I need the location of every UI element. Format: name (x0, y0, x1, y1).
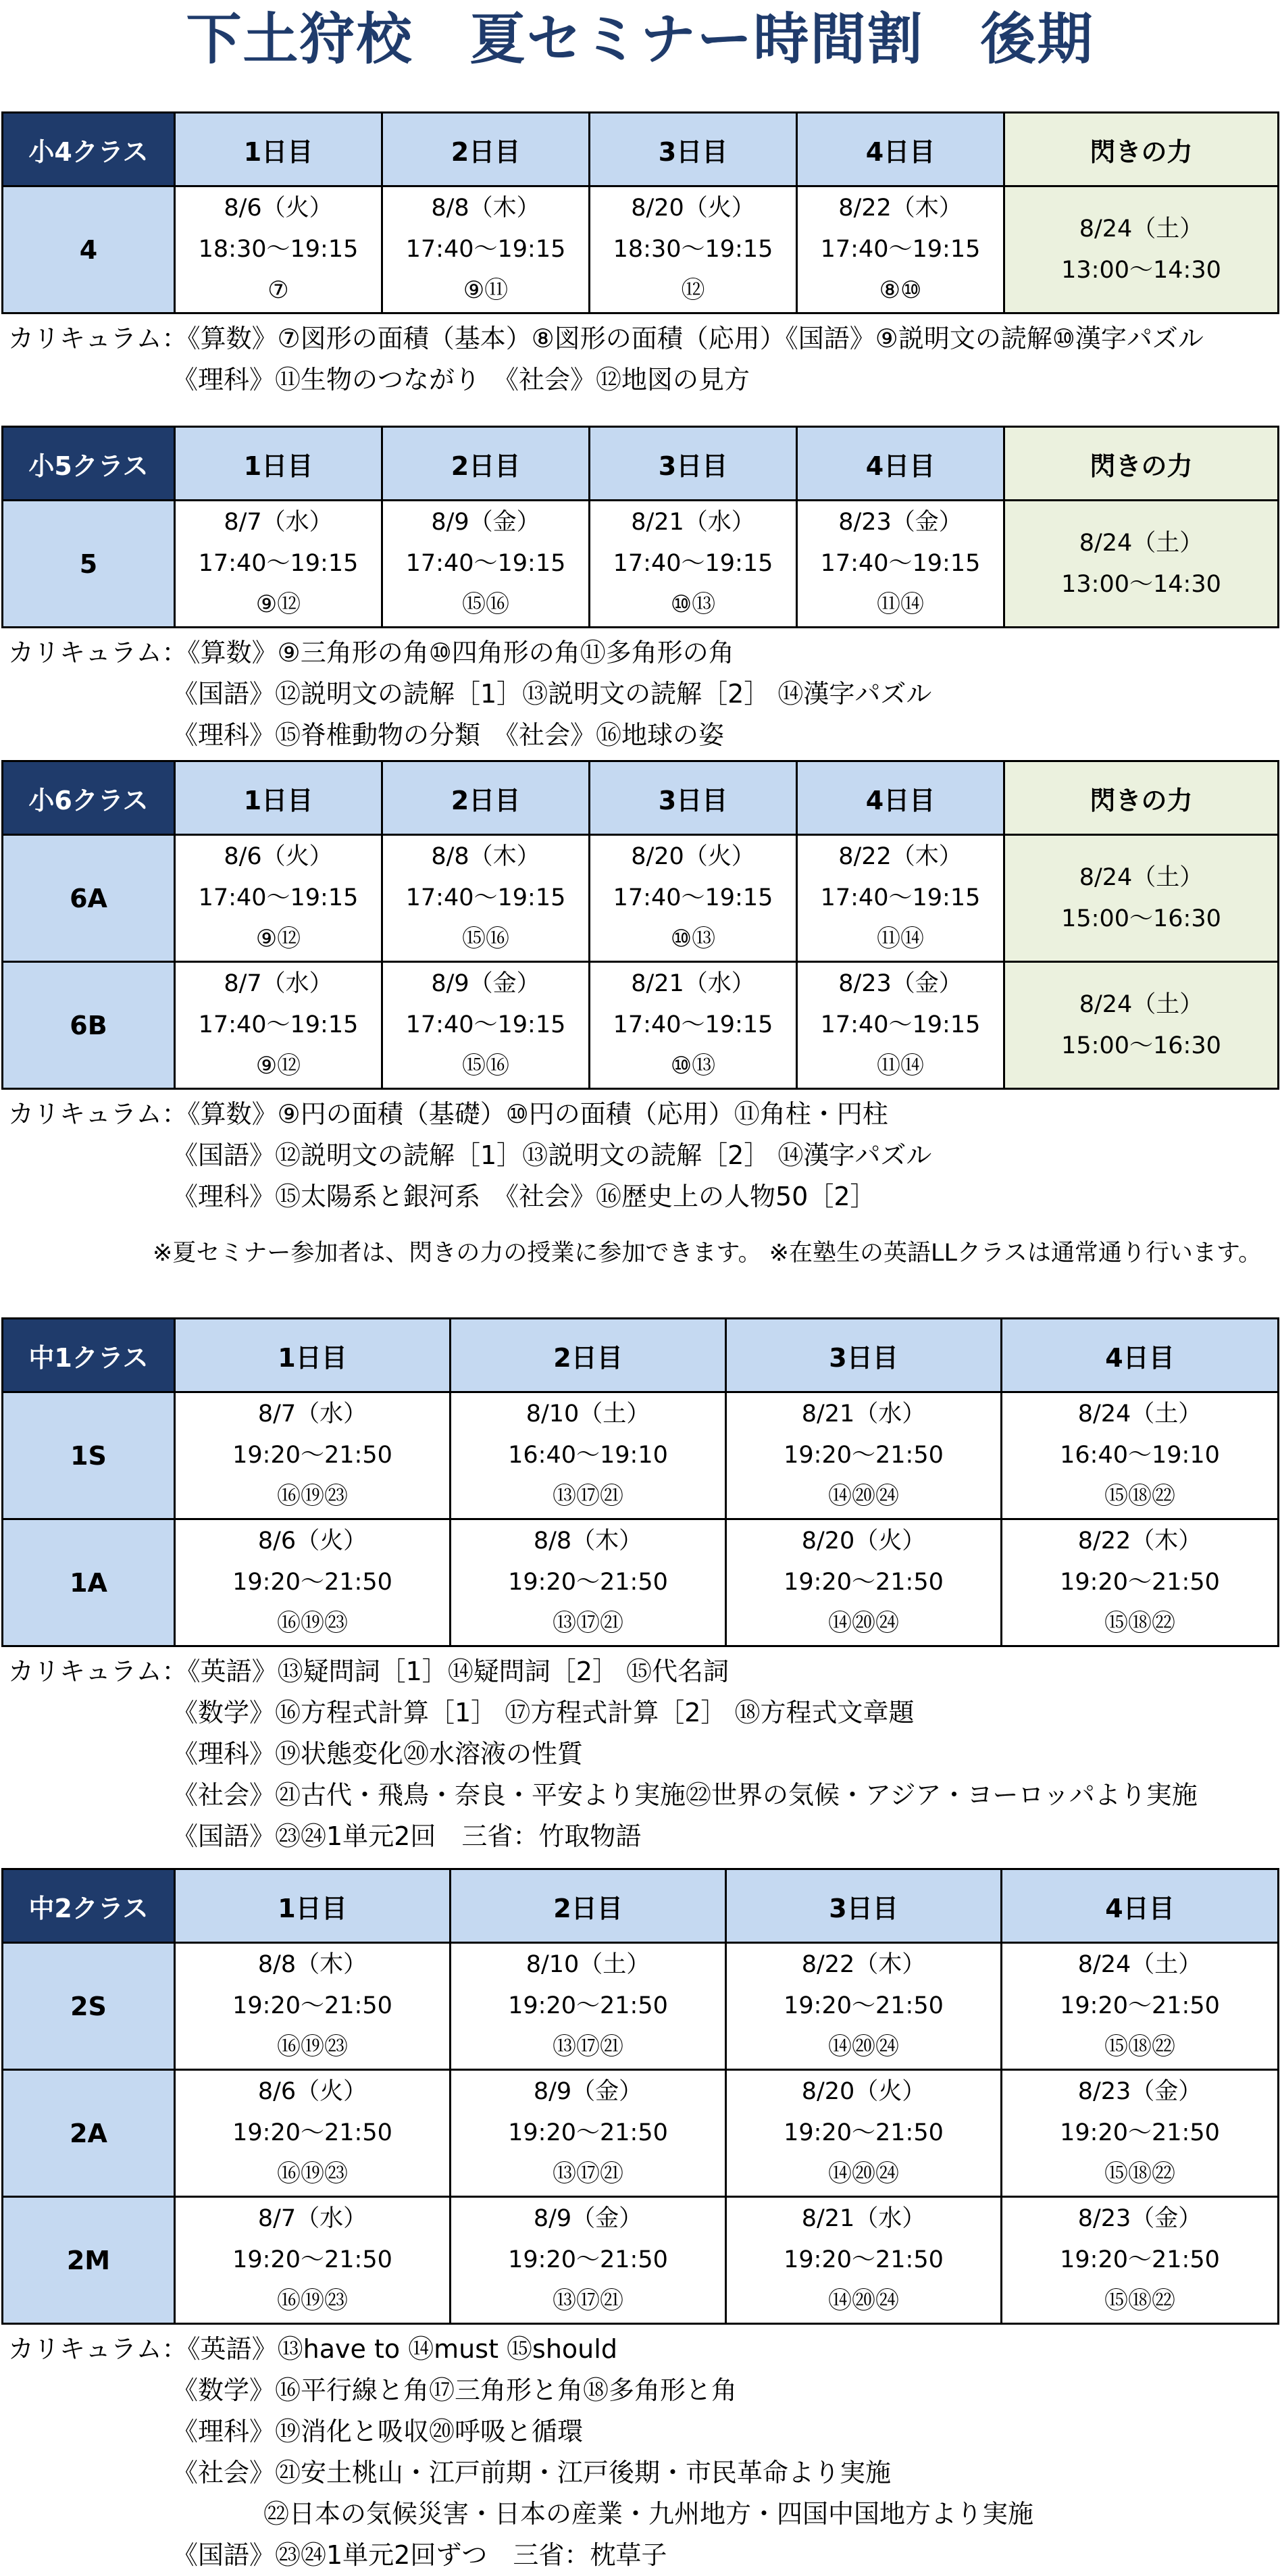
session-lessons: ⑮⑯ (461, 926, 509, 953)
session-lessons: ⑨⑪ (463, 277, 509, 304)
class-label: 小6クラス (3, 761, 175, 835)
session-time: 19:20〜21:50 (508, 2119, 668, 2146)
curriculum-line: カリキュラム：《算数》⑨三角形の角⑩四角形の角⑪多角形の角 (8, 638, 734, 667)
hirameki-cell (1004, 962, 1279, 1089)
hirameki-cell (1004, 186, 1279, 313)
session-lessons: ⑭⑳㉔ (827, 2034, 899, 2061)
session-time: 17:40〜19:15 (405, 884, 566, 911)
hirameki-header: 閃きの力 (1004, 427, 1279, 501)
session-time: 17:40〜19:15 (198, 1011, 359, 1038)
session-time: 19:20〜21:50 (784, 1992, 944, 2019)
table-row (3, 1519, 1279, 1646)
session-lessons: ⑯⑲㉓ (276, 1483, 348, 1510)
session-lessons: ⑪⑭ (876, 1053, 924, 1080)
session-lessons: ⑮⑱㉒ (1104, 2161, 1175, 2188)
curriculum-line: 《理科》⑮太陽系と銀河系 《社会》⑯歴史上の人物50［2］ (172, 1182, 876, 1211)
day-header: 4日目 (1002, 1319, 1279, 1392)
session-time: 17:40〜19:15 (820, 550, 981, 577)
session-lessons: ⑭⑳㉔ (827, 1483, 899, 1510)
session-time: 19:20〜21:50 (784, 1569, 944, 1596)
session-lessons: ⑩⑬ (670, 591, 716, 618)
session-date: 8/23（金） (1077, 2205, 1202, 2232)
session-cell (726, 2197, 1002, 2324)
session-date: 8/24（土） (1079, 863, 1204, 891)
day-header: 3日目 (590, 427, 797, 501)
day-header: 3日目 (726, 1869, 1002, 1943)
session-time: 18:30〜19:15 (613, 236, 773, 263)
curriculum-line: 《社会》㉑古代・飛鳥・奈良・平安より実施㉒世界の気候・アジア・ヨーロッパより実施 (172, 1780, 1198, 1810)
day-header: 2日目 (382, 113, 590, 186)
day-header: 3日目 (726, 1319, 1002, 1392)
curriculum-line: カリキュラム：《英語》⑬疑問詞［1］⑭疑問詞［2］ ⑮代名詞 (8, 1657, 729, 1686)
day-header: 1日目 (175, 1319, 451, 1392)
session-cell (382, 501, 590, 628)
curriculum (0, 1094, 1280, 1217)
session-lessons: ⑬⑰㉑ (552, 2288, 623, 2315)
session-date: 8/23（金） (838, 970, 963, 997)
session-date: 8/23（金） (838, 509, 963, 536)
session-time: 17:40〜19:15 (820, 884, 981, 911)
day-header: 4日目 (797, 761, 1004, 835)
schedule-table (1, 426, 1279, 628)
row-label: 5 (3, 501, 175, 628)
session-date: 8/6（火） (257, 1527, 367, 1555)
session-date: 8/7（水） (257, 2205, 367, 2232)
session-time: 17:40〜19:15 (198, 550, 359, 577)
day-header: 3日目 (590, 761, 797, 835)
curriculum-line: 《国語》⑫説明文の読解［1］⑬説明文の読解［2］ ⑭漢字パズル (172, 679, 932, 709)
session-date: 8/9（金） (431, 509, 540, 536)
row-label: 4 (3, 186, 175, 313)
curriculum-line: カリキュラム：《算数》⑨円の面積（基礎）⑩円の面積（応用）⑪角柱・円柱 (8, 1099, 888, 1129)
footnote: ※夏セミナー参加者は、閃きの力の授業に参加できます。 ※在塾生の英語LLクラスは通常通り行います。 (153, 1240, 1262, 1267)
session-lessons: ⑮⑯ (461, 1053, 509, 1080)
session-cell (797, 186, 1004, 313)
hirameki-header: 閃きの力 (1004, 761, 1279, 835)
session-time: 17:40〜19:15 (198, 884, 359, 911)
session-lessons: ⑨⑫ (255, 591, 301, 618)
session-lessons: ⑩⑬ (670, 1053, 716, 1080)
schedule-table (1, 1317, 1279, 1647)
session-cell (1002, 1943, 1279, 2070)
session-cell (1002, 2070, 1279, 2197)
curriculum-line: ㉒日本の気候災害・日本の産業・九州地方・四国中国地方より実施 (263, 2499, 1034, 2529)
day-header: 2日目 (451, 1319, 726, 1392)
session-cell (175, 501, 382, 628)
session-date: 8/24（土） (1077, 1400, 1202, 1428)
session-cell (590, 501, 797, 628)
curriculum-line: 《国語》㉓㉔1単元2回ずつ 三省：枕草子 (172, 2540, 667, 2570)
session-cell (175, 962, 382, 1089)
session-time: 19:20〜21:50 (784, 2246, 944, 2273)
day-header: 1日目 (175, 1869, 451, 1943)
row-label: 6A (3, 835, 175, 962)
session-cell (175, 1943, 451, 2070)
session-date: 8/7（水） (224, 509, 333, 536)
session-time: 17:40〜19:15 (820, 1011, 981, 1038)
session-cell (175, 186, 382, 313)
header-row (3, 1319, 1279, 1392)
session-lessons: ⑪⑭ (876, 926, 924, 953)
session-lessons: ⑭⑳㉔ (827, 1610, 899, 1637)
session-cell (175, 835, 382, 962)
curriculum-line: 《理科》⑪生物のつながり 《社会》⑫地図の見方 (172, 365, 750, 395)
row-label: 2A (3, 2070, 175, 2197)
class-label: 中1クラス (3, 1319, 175, 1392)
table-row (3, 835, 1279, 962)
class-label: 中2クラス (3, 1869, 175, 1943)
session-cell (175, 1519, 451, 1646)
session-time: 17:40〜19:15 (405, 236, 566, 263)
session-time: 19:20〜21:50 (784, 1442, 944, 1469)
session-lessons: ⑩⑬ (670, 926, 716, 953)
session-cell (451, 1519, 726, 1646)
session-date: 8/20（火） (631, 843, 755, 870)
session-lessons: ⑧⑩ (879, 277, 922, 304)
session-time: 19:20〜21:50 (508, 1569, 668, 1596)
session-time: 15:00〜16:30 (1061, 1032, 1221, 1059)
session-cell (451, 2070, 726, 2197)
session-date: 8/23（金） (1077, 2078, 1202, 2105)
session-date: 8/24（土） (1077, 1951, 1202, 1978)
session-time: 17:40〜19:15 (613, 884, 773, 911)
day-header: 4日目 (1002, 1869, 1279, 1943)
row-label: 1S (3, 1392, 175, 1519)
row-label: 6B (3, 962, 175, 1089)
table-row (3, 186, 1279, 313)
session-time: 16:40〜19:10 (1060, 1442, 1220, 1469)
session-lessons: ⑪⑭ (876, 591, 924, 618)
session-date: 8/8（木） (533, 1527, 643, 1555)
table-row (3, 501, 1279, 628)
session-lessons: ⑯⑲㉓ (276, 1610, 348, 1637)
curriculum-line: カリキュラム：《英語》⑬have to ⑭must ⑮should (8, 2334, 617, 2364)
curriculum-line: 《数学》⑯平行線と角⑰三角形と角⑱多角形と角 (172, 2375, 738, 2405)
session-time: 13:00〜14:30 (1061, 570, 1221, 598)
schedule-table (1, 111, 1279, 314)
session-lessons: ⑯⑲㉓ (276, 2034, 348, 2061)
session-lessons: ⑮⑱㉒ (1104, 1483, 1175, 1510)
session-cell (1002, 2197, 1279, 2324)
session-time: 13:00〜14:30 (1061, 256, 1221, 284)
session-date: 8/8（木） (257, 1951, 367, 1978)
session-date: 8/6（火） (257, 2078, 367, 2105)
session-lessons: ⑮⑱㉒ (1104, 2034, 1175, 2061)
session-lessons: ⑬⑰㉑ (552, 2034, 623, 2061)
session-cell (451, 2197, 726, 2324)
session-time: 17:40〜19:15 (613, 1011, 773, 1038)
session-lessons: ⑭⑳㉔ (827, 2161, 899, 2188)
session-cell (726, 1392, 1002, 1519)
session-time: 15:00〜16:30 (1061, 905, 1221, 932)
session-date: 8/6（火） (224, 843, 333, 870)
session-time: 17:40〜19:15 (405, 1011, 566, 1038)
session-lessons: ⑯⑲㉓ (276, 2161, 348, 2188)
session-date: 8/10（土） (526, 1400, 650, 1428)
session-cell (726, 2070, 1002, 2197)
session-cell (382, 835, 590, 962)
session-time: 19:20〜21:50 (1060, 2246, 1220, 2273)
table-row (3, 962, 1279, 1089)
session-date: 8/22（木） (801, 1951, 926, 1978)
schedule-section (0, 426, 1280, 756)
session-lessons: ⑭⑳㉔ (827, 2288, 899, 2315)
day-header: 3日目 (590, 113, 797, 186)
schedule-table (1, 1868, 1279, 2325)
session-cell (590, 962, 797, 1089)
class-label: 小4クラス (3, 113, 175, 186)
session-cell (797, 962, 1004, 1089)
curriculum-line: 《理科》⑮脊椎動物の分類 《社会》⑯地球の姿 (172, 720, 725, 750)
session-time: 19:20〜21:50 (1060, 1992, 1220, 2019)
row-label: 1A (3, 1519, 175, 1646)
curriculum (0, 2329, 1280, 2576)
session-time: 19:20〜21:50 (232, 1569, 392, 1596)
session-time: 19:20〜21:50 (784, 2119, 944, 2146)
page-title: 下土狩校 夏セミナー時間割 後期 (186, 7, 1094, 72)
session-date: 8/22（木） (838, 195, 963, 222)
session-time: 16:40〜19:10 (508, 1442, 668, 1469)
session-date: 8/7（水） (224, 970, 333, 997)
session-cell (1002, 1392, 1279, 1519)
session-cell (382, 186, 590, 313)
table-row (3, 2070, 1279, 2197)
session-date: 8/24（土） (1079, 529, 1204, 557)
session-date: 8/22（木） (838, 843, 963, 870)
schedule-section (0, 111, 1280, 401)
session-date: 8/20（火） (631, 195, 755, 222)
curriculum-line: 《社会》㉑安土桃山・江戸前期・江戸後期・市民革命より実施 (172, 2458, 892, 2487)
day-header: 1日目 (175, 113, 382, 186)
session-lessons: ⑨⑫ (255, 1053, 301, 1080)
hirameki-cell (1004, 501, 1279, 628)
day-header: 1日目 (175, 761, 382, 835)
header-row (3, 761, 1279, 835)
session-time: 19:20〜21:50 (508, 2246, 668, 2273)
session-date: 8/20（火） (801, 2078, 926, 2105)
schedule-table (1, 760, 1279, 1090)
session-date: 8/9（金） (431, 970, 540, 997)
session-cell (175, 2070, 451, 2197)
curriculum (0, 1651, 1280, 1857)
session-cell (451, 1943, 726, 2070)
session-time: 19:20〜21:50 (232, 1442, 392, 1469)
hirameki-header: 閃きの力 (1004, 113, 1279, 186)
row-label: 2S (3, 1943, 175, 2070)
curriculum-line: 《数学》⑯方程式計算［1］ ⑰方程式計算［2］ ⑱方程式文章題 (172, 1698, 915, 1727)
table-row (3, 1392, 1279, 1519)
day-header: 2日目 (451, 1869, 726, 1943)
session-lessons: ⑦ (267, 277, 289, 304)
session-date: 8/22（木） (1077, 1527, 1202, 1555)
session-lessons: ⑮⑱㉒ (1104, 2288, 1175, 2315)
session-time: 17:40〜19:15 (820, 236, 981, 263)
session-lessons: ⑬⑰㉑ (552, 1483, 623, 1510)
day-header: 2日目 (382, 761, 590, 835)
session-date: 8/21（水） (631, 509, 755, 536)
session-cell (451, 1392, 726, 1519)
session-date: 8/21（水） (801, 2205, 926, 2232)
session-lessons: ⑨⑫ (255, 926, 301, 953)
curriculum (0, 318, 1280, 401)
session-cell (1002, 1519, 1279, 1646)
session-date: 8/9（金） (533, 2205, 643, 2232)
session-date: 8/20（火） (801, 1527, 926, 1555)
session-time: 19:20〜21:50 (232, 1992, 392, 2019)
session-time: 19:20〜21:50 (232, 2246, 392, 2273)
day-header: 1日目 (175, 427, 382, 501)
session-cell (590, 835, 797, 962)
session-cell (382, 962, 590, 1089)
session-cell (797, 835, 1004, 962)
session-time: 19:20〜21:50 (508, 1992, 668, 2019)
session-cell (590, 186, 797, 313)
curriculum-line: カリキュラム：《算数》⑦図形の面積（基本）⑧図形の面積（応用）《国語》⑨説明文の読解⑩漢字パズル (8, 324, 1204, 353)
curriculum-line: 《国語》⑫説明文の読解［1］⑬説明文の読解［2］ ⑭漢字パズル (172, 1140, 932, 1170)
session-cell (797, 501, 1004, 628)
session-lessons: ⑬⑰㉑ (552, 2161, 623, 2188)
curriculum-line: 《理科》⑲状態変化⑳水溶液の性質 (172, 1739, 584, 1769)
session-date: 8/21（水） (631, 970, 755, 997)
curriculum (0, 632, 1280, 756)
header-row (3, 1869, 1279, 1943)
session-date: 8/21（水） (801, 1400, 926, 1428)
class-label: 小5クラス (3, 427, 175, 501)
session-lessons: ⑫ (681, 277, 705, 304)
session-time: 17:40〜19:15 (405, 550, 566, 577)
header-row (3, 427, 1279, 501)
table-row (3, 1943, 1279, 2070)
session-date: 8/7（水） (257, 1400, 367, 1428)
session-lessons: ⑯⑲㉓ (276, 2288, 348, 2315)
curriculum-line: 《国語》㉓㉔1単元2回 三省：竹取物語 (172, 1821, 642, 1851)
day-header: 4日目 (797, 427, 1004, 501)
session-time: 19:20〜21:50 (232, 2119, 392, 2146)
day-header: 2日目 (382, 427, 590, 501)
session-date: 8/24（土） (1079, 215, 1204, 243)
session-cell (175, 1392, 451, 1519)
hirameki-cell (1004, 835, 1279, 962)
header-row (3, 113, 1279, 186)
session-date: 8/8（木） (431, 843, 540, 870)
session-cell (726, 1943, 1002, 2070)
session-date: 8/10（土） (526, 1951, 650, 1978)
session-date: 8/24（土） (1079, 990, 1204, 1018)
session-date: 8/8（木） (431, 195, 540, 222)
schedule-section (0, 1317, 1280, 1857)
row-label: 2M (3, 2197, 175, 2324)
table-row (3, 2197, 1279, 2324)
session-lessons: ⑬⑰㉑ (552, 1610, 623, 1637)
session-cell (726, 1519, 1002, 1646)
session-time: 17:40〜19:15 (613, 550, 773, 577)
schedule-section (0, 1868, 1280, 2576)
session-time: 18:30〜19:15 (198, 236, 359, 263)
session-date: 8/6（火） (224, 195, 333, 222)
session-time: 19:20〜21:50 (1060, 1569, 1220, 1596)
schedule-section (0, 760, 1280, 1217)
session-lessons: ⑮⑯ (461, 591, 509, 618)
session-cell (175, 2197, 451, 2324)
day-header: 4日目 (797, 113, 1004, 186)
session-time: 19:20〜21:50 (1060, 2119, 1220, 2146)
session-lessons: ⑮⑱㉒ (1104, 1610, 1175, 1637)
curriculum-line: 《理科》⑲消化と吸収⑳呼吸と循環 (172, 2417, 584, 2446)
session-date: 8/9（金） (533, 2078, 643, 2105)
